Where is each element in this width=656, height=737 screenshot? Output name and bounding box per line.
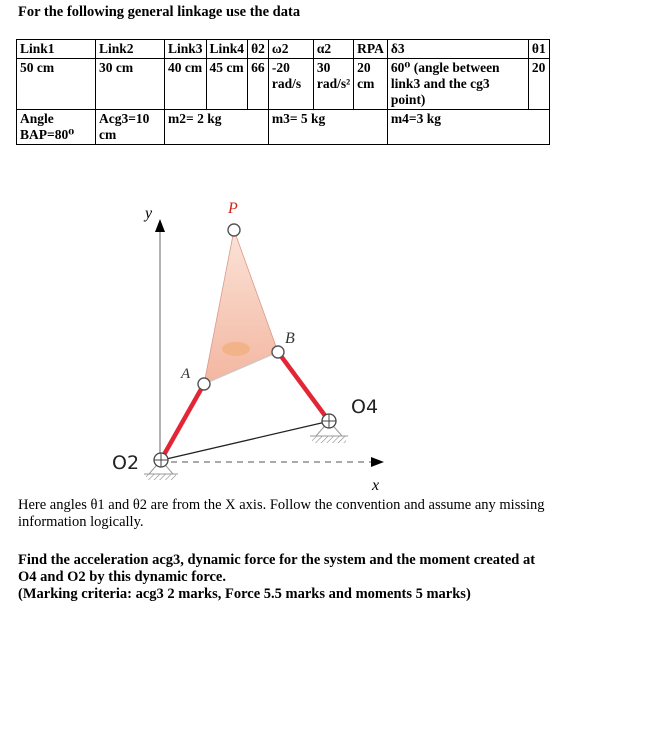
- rpa-unit: cm: [357, 76, 375, 91]
- problem-heading: For the following general linkage use the data: [18, 4, 301, 20]
- omega2-value: -20: [271, 60, 290, 75]
- label-o4: O4: [351, 396, 379, 418]
- label-y: y: [145, 205, 153, 222]
- acg3-line2: cm: [99, 127, 117, 142]
- omega2-unit: rad/s: [271, 76, 302, 91]
- joint-a: [198, 378, 210, 390]
- question-line3: (Marking criteria: acg3 2 marks, Force 5.5 marks and moments 5 marks): [18, 586, 471, 602]
- value-m2: m2= 2 kg: [165, 110, 269, 145]
- y-axis-arrow: [155, 219, 165, 232]
- value-theta1: 20: [528, 59, 549, 110]
- value-theta2: 66: [248, 59, 269, 110]
- x-axis-arrow: [371, 457, 384, 467]
- header-rpa: RPA: [354, 40, 388, 59]
- rpa-value: 20: [357, 60, 371, 75]
- label-o2: O2: [112, 452, 140, 474]
- ground-pivot-o4: [310, 414, 348, 443]
- value-m3: m3= 5 kg: [268, 110, 387, 145]
- header-link3: Link3: [165, 40, 207, 59]
- header-link2: Link2: [96, 40, 165, 59]
- angle-line1: Angle: [20, 111, 54, 126]
- question-paragraph: [18, 552, 638, 603]
- alpha2-value: 30: [316, 60, 331, 75]
- instructions-paragraph: [18, 497, 618, 531]
- header-omega2: ω2: [268, 40, 313, 59]
- instructions-line2: information logically.: [18, 514, 144, 530]
- header-link4: Link4: [206, 40, 248, 59]
- label-p: P: [228, 200, 238, 217]
- link2-crank: [161, 384, 204, 460]
- delta3-line3: point): [390, 92, 426, 107]
- value-m4: m4=3 kg: [387, 110, 549, 145]
- joint-p: [228, 224, 240, 236]
- coupler-triangle: [204, 230, 278, 384]
- cg3-marker: [222, 342, 250, 356]
- value-link1: 50 cm: [17, 59, 96, 110]
- question-line1: Find the acceleration acg3, dynamic force for the system and the moment created at: [18, 552, 536, 568]
- acg3-line1: Acg3=10: [99, 111, 150, 126]
- header-link1: Link1: [17, 40, 96, 59]
- label-a: A: [181, 366, 191, 382]
- value-link2: 30 cm: [96, 59, 165, 110]
- header-delta3: δ3: [387, 40, 528, 59]
- label-b: B: [285, 330, 295, 347]
- link4-rocker: [278, 352, 329, 421]
- header-alpha2: α2: [313, 40, 353, 59]
- header-theta2: θ2: [248, 40, 269, 59]
- delta3-line2: link3 and the cg3: [390, 76, 490, 91]
- header-theta1: θ1: [528, 40, 549, 59]
- value-link4: 45 cm: [206, 59, 248, 110]
- value-link3: 40 cm: [165, 59, 207, 110]
- label-x: x: [372, 477, 380, 494]
- question-line2: O4 and O2 by this dynamic force.: [18, 569, 226, 585]
- delta3-line1: 60⁰ (angle between: [390, 60, 500, 75]
- ground-link: [162, 421, 330, 460]
- joint-b: [272, 346, 284, 358]
- instructions-line1: Here angles θ1 and θ2 are from the X axis. Follow the convention and assume any missing: [18, 497, 545, 513]
- angle-line2: BAP=80⁰: [20, 127, 75, 142]
- alpha2-unit: rad/s²: [316, 76, 351, 91]
